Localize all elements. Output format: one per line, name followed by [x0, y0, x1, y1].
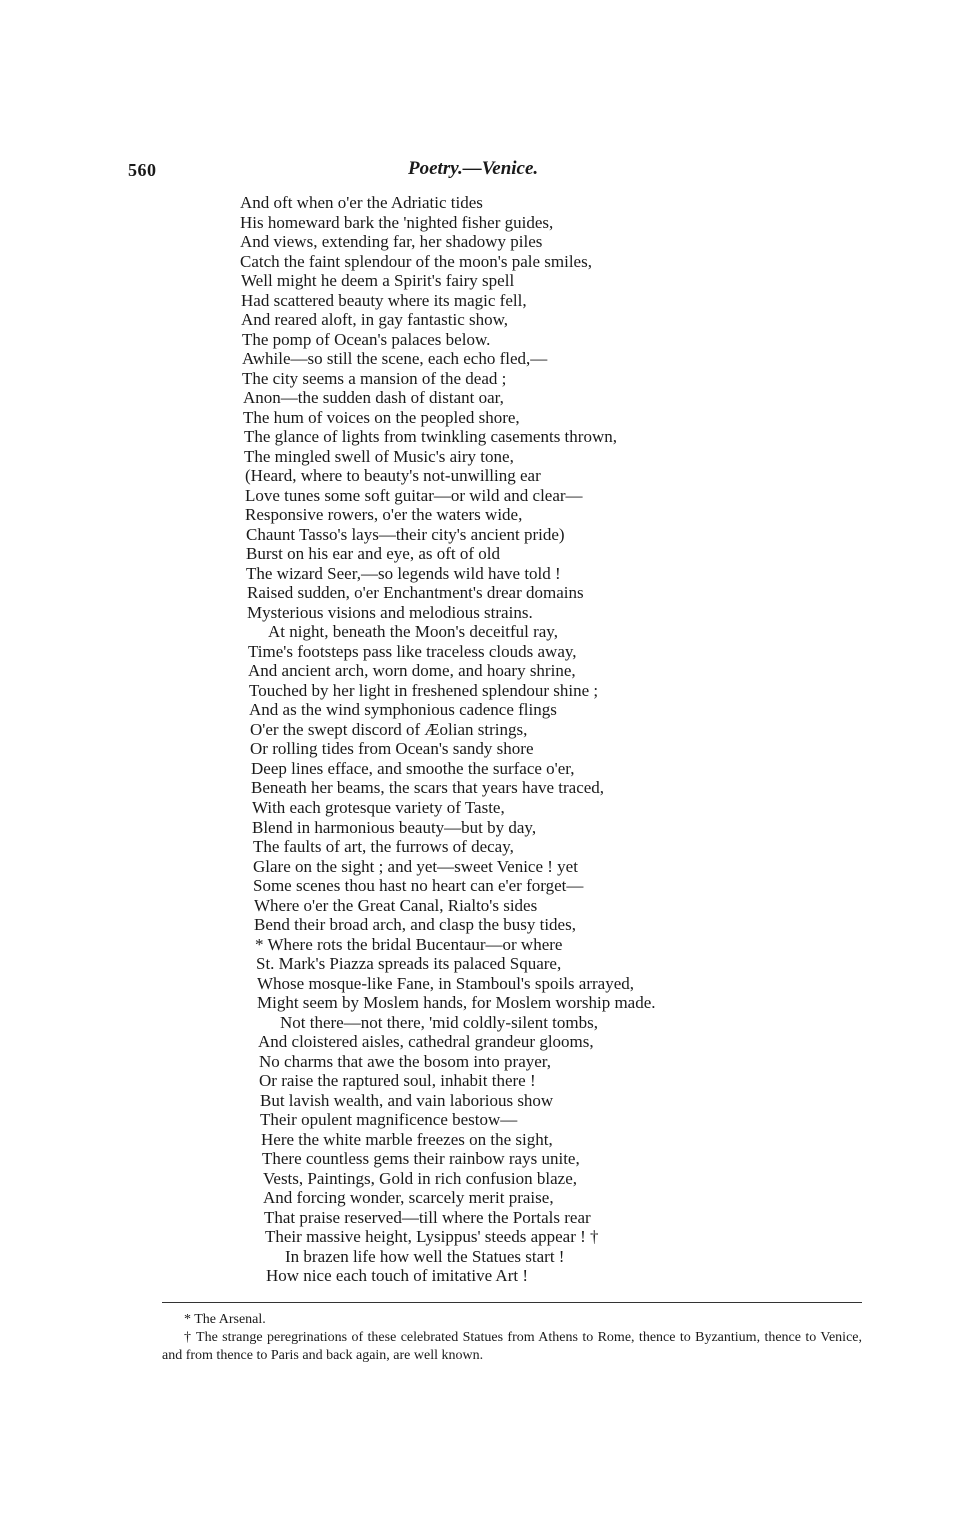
poem-line: Or raise the raptured soul, inhabit there !	[259, 1071, 536, 1091]
poem-line: And forcing wonder, scarcely merit praise,	[263, 1188, 554, 1208]
poem-line: Some scenes thou hast no heart can e'er forget—	[253, 876, 584, 896]
poem-line: Their massive height, Lysippus' steeds appear ! †	[265, 1227, 599, 1247]
poem-line: At night, beneath the Moon's deceitful ray,	[268, 622, 558, 642]
poem-line: How nice each touch of imitative Art !	[266, 1266, 528, 1286]
poem-line: Chaunt Tasso's lays—their city's ancient pride)	[246, 524, 565, 544]
poem-line: Blend in harmonious beauty—but by day,	[252, 817, 537, 837]
poem-line: Love tunes some soft guitar—or wild and clear—	[245, 485, 583, 505]
poem-line: And views, extending far, her shadowy piles	[240, 232, 543, 252]
poem-line: The faults of art, the furrows of decay,	[253, 837, 514, 857]
poem-line: St. Mark's Piazza spreads its palaced Square,	[256, 954, 562, 974]
poem-line: Catch the faint splendour of the moon's pale smiles,	[240, 251, 592, 271]
page-number: 560	[128, 160, 157, 180]
poem-line: Mysterious visions and melodious strains.	[247, 602, 533, 622]
poem-line: Anon—the sudden dash of distant oar,	[243, 388, 504, 408]
footnotes	[162, 1311, 862, 1365]
footnote-divider	[162, 1302, 862, 1303]
poem-line: Bend their broad arch, and clasp the busy tides,	[254, 915, 576, 935]
poem-line: That praise reserved—till where the Portals rear	[264, 1207, 591, 1227]
poem-line: Responsive rowers, o'er the waters wide,	[245, 505, 523, 525]
poem-line: The wizard Seer,—so legends wild have told !	[246, 563, 561, 583]
poem-body	[240, 193, 880, 1286]
poem-line: In brazen life how well the Statues start !	[285, 1246, 565, 1266]
poem-line: Well might he deem a Spirit's fairy spell	[241, 271, 515, 291]
poem-line: His homeward bark the 'nighted fisher guides,	[240, 212, 554, 232]
poem-line: Or rolling tides from Ocean's sandy shore	[250, 739, 534, 759]
poem-line: And cloistered aisles, cathedral grandeur glooms,	[258, 1032, 594, 1052]
poem-line: No charms that awe the bosom into prayer,	[259, 1051, 552, 1071]
poem-line: The glance of lights from twinkling casements thrown,	[244, 427, 617, 447]
poem-line: Not there—not there, 'mid coldly-silent tombs,	[280, 1012, 598, 1032]
poem-line: But lavish wealth, and vain laborious show	[260, 1090, 554, 1110]
poem-line: And as the wind symphonious cadence flings	[249, 700, 557, 720]
poem-line: Might seem by Moslem hands, for Moslem worship made.	[257, 993, 656, 1013]
poem-line: With each grotesque variety of Taste,	[252, 797, 505, 817]
poem-line: The pomp of Ocean's palaces below.	[242, 329, 491, 349]
poem-line: The city seems a mansion of the dead ;	[242, 368, 507, 388]
poem-line: And oft when o'er the Adriatic tides	[240, 193, 483, 212]
poem-line: There countless gems their rainbow rays unite,	[262, 1149, 580, 1169]
running-title: Poetry.—Venice.	[408, 158, 539, 179]
poem-line: Raised sudden, o'er Enchantment's drear domains	[247, 583, 584, 603]
poem-line: Deep lines efface, and smoothe the surface o'er,	[251, 758, 575, 778]
poem-line: (Heard, where to beauty's not-unwilling ear	[245, 466, 541, 486]
footnote-arsenal: * The Arsenal.	[184, 1312, 266, 1327]
poem-line: Had scattered beauty where its magic fell,	[241, 290, 527, 310]
poem-line: And ancient arch, worn dome, and hoary shrine,	[248, 661, 576, 681]
poem-line: * Where rots the bridal Bucentaur—or where	[255, 934, 563, 954]
poem-line: Vests, Paintings, Gold in rich confusion blaze,	[263, 1168, 577, 1188]
poem-line: O'er the swept discord of Æolian strings,	[250, 719, 528, 739]
poem-line: Beneath her beams, the scars that years have traced,	[251, 778, 605, 798]
footnote-statues: † The strange peregrinations of these celebrated Statues from Athens to Rome, thence to Byzantium, thence to Venice, and from thence to Paris and back again, are well known.	[162, 1330, 862, 1363]
poem-line: Time's footsteps pass like traceless clouds away,	[248, 641, 577, 661]
poem-line: And reared aloft, in gay fantastic show,	[241, 310, 509, 330]
poem-line: Touched by her light in freshened splendour shine ;	[249, 680, 599, 700]
poem-line: Their opulent magnificence bestow—	[260, 1110, 518, 1130]
poem-line: The hum of voices on the peopled shore,	[243, 407, 520, 427]
poem-line: Awhile—so still the scene, each echo fled,—	[242, 349, 548, 369]
poem-line: Burst on his ear and eye, as oft of old	[246, 544, 500, 564]
poem-line: Whose mosque-like Fane, in Stamboul's spoils arrayed,	[257, 973, 634, 993]
poem-line: Where o'er the Great Canal, Rialto's sides	[254, 895, 538, 915]
poem-line: Here the white marble freezes on the sight,	[261, 1129, 553, 1149]
poem-line: The mingled swell of Music's airy tone,	[244, 446, 514, 466]
poem-line: Glare on the sight ; and yet—sweet Venice ! yet	[253, 856, 578, 876]
